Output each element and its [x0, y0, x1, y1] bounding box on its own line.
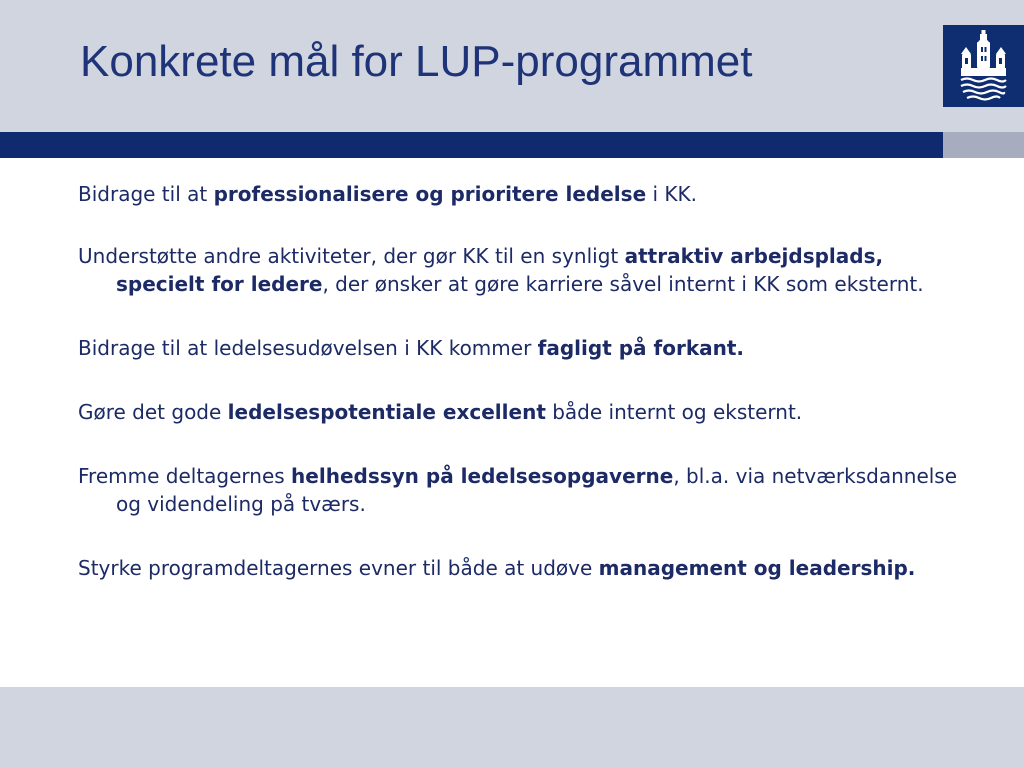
goal-emphasis: professionalisere og prioritere ledelse	[213, 182, 647, 206]
goal-item	[78, 554, 978, 582]
slide-body	[0, 158, 1024, 687]
goal-emphasis: fagligt på forkant.	[537, 336, 745, 360]
goal-text: Gøre det gode	[78, 400, 228, 424]
goal-text: Understøtte andre aktiviteter, der gør KK til en synligt	[78, 244, 625, 268]
copenhagen-coat-of-arms-icon	[943, 25, 1024, 107]
goal-emphasis: management og leadership.	[598, 556, 916, 580]
goal-list	[78, 180, 978, 582]
slide-header	[0, 0, 1024, 132]
goal-text: , bl.a. via netværksdannelse og videndeling på tværs.	[116, 464, 958, 516]
goal-emphasis: attraktiv arbejdsplads, specielt for ledere	[116, 244, 884, 296]
slide-title: Konkrete mål for LUP-programmet	[80, 37, 753, 86]
goal-text: Bidrage til at	[78, 182, 214, 206]
header-divider-bar	[0, 132, 943, 158]
goal-text: Styrke programdeltagernes evner til både at udøve	[78, 556, 599, 580]
goal-item	[78, 242, 978, 298]
goal-text: , der ønsker at gøre karriere såvel internt i KK som eksternt.	[322, 272, 924, 296]
goal-emphasis: ledelsespotentiale excellent	[227, 400, 546, 424]
logo	[943, 25, 1024, 107]
goal-item	[78, 398, 978, 426]
slide-footer	[0, 687, 1024, 768]
goal-text: Fremme deltagernes	[78, 464, 292, 488]
goal-text: Bidrage til at ledelsesudøvelsen i KK kommer	[78, 336, 538, 360]
goal-text: i KK.	[646, 182, 697, 206]
goal-emphasis: helhedssyn på ledelsesopgaverne	[291, 464, 674, 488]
goal-item	[78, 180, 978, 208]
goal-item	[78, 334, 978, 362]
header-divider-accent	[943, 132, 1024, 158]
goal-text: både internt og eksternt.	[545, 400, 803, 424]
goal-item	[78, 462, 978, 518]
